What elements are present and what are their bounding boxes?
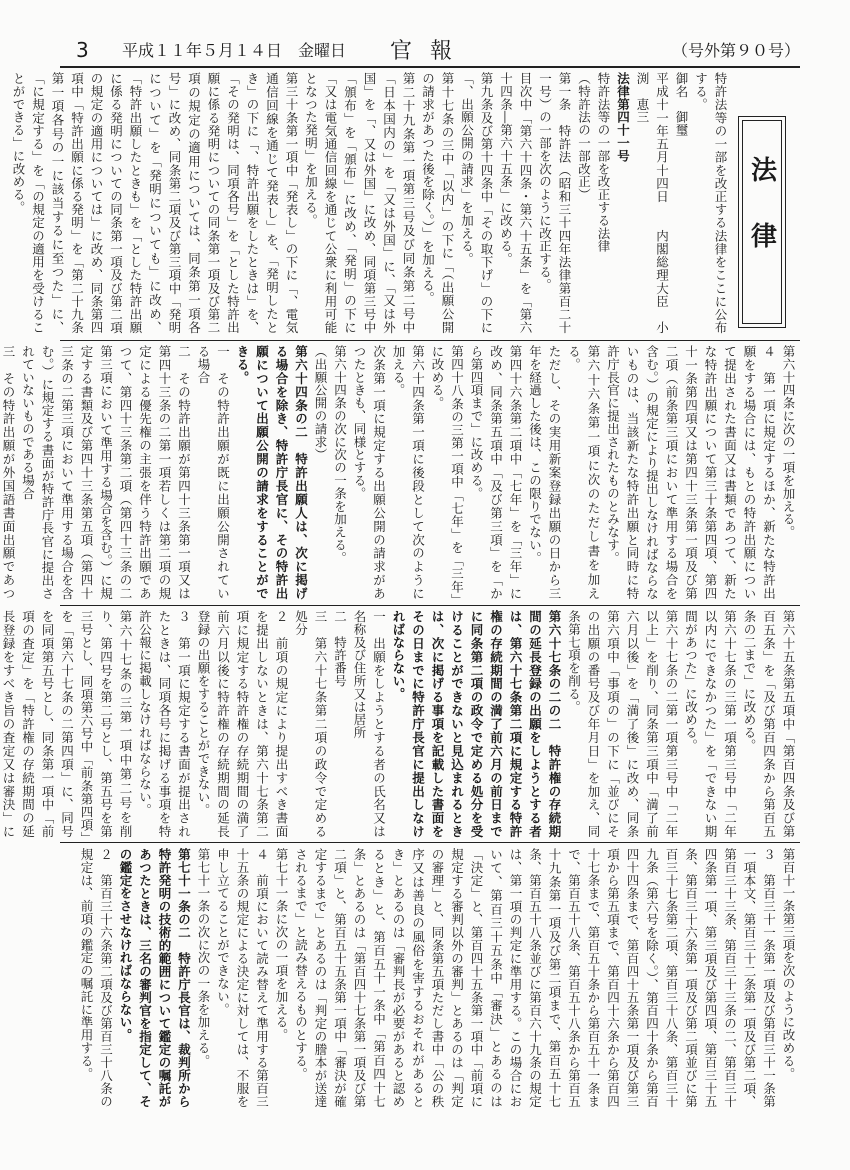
paragraph: ４ 第一項に規定するほか、新たな特許出願をする場合には、もとの特許出願について提出された書面又は書類であつて、新たな特許出願について第三十条第四項、第四十一条第四項又は第四十三条第一項及び第二項（前条第三項において準用する場合を含む。）の規定により提出しなければならないものは、当該新たな特許出願と同時に特許庁長官に提出されたものとみなす。 (605, 345, 777, 600)
signature-line: 平成十一年五月十四日 内閣総理大臣 小渕 恵三 (635, 72, 670, 334)
law-number: 法律第四十一号 (615, 72, 631, 163)
promulgation-line: 特許法等の一部を改正する法律をここに公布する。 (693, 72, 728, 334)
paragraph: ２ 前項の規定により提出すべき書面を提出しないときは、第六十七条第二項に規定する特許権の存続期間の満了前六月以後に特許権の存続期間の延長登録の出願をすることができない。 (196, 610, 289, 838)
paragraph: 第六十七条の三第一項第三号中「二年以内にできなかつた」を「できない期間があつた」に改める。 (683, 610, 738, 838)
paragraph: 二 特許番号 (332, 610, 348, 688)
page-number: 3 (76, 38, 89, 62)
tier-3-text (1, 610, 798, 838)
paragraph: 第四十六条第二項中「七年」を「三年」に改め、同条第五項中「及び第三項」を「から第四項まで」に改める。 (469, 345, 523, 600)
paragraph: ただし、その実用新案登録出願の日から三年を経過した後は、この限りでない。 (527, 345, 562, 600)
article-caption: （出願公開の請求） (313, 345, 328, 462)
paragraph: 一 出願をしようとする者の氏名又は名称及び住所又は居所 (352, 610, 387, 838)
paragraph: 第九条及び第十四条中「その取下げ」の下に「、出願公開の請求」を加える。 (459, 72, 494, 334)
section-label-box (738, 116, 786, 328)
paragraph: 第六十七条の二の二 特許権の存続期間の延長登録の出願をしようとする者は、第六十七条第二項に規定する特許権の存続期間の満了前六月の前日までに同条第二項の政令で定める処分を受けることができないと見込まれるときは、次に掲げる事項を記載した書面をその日までに特許庁長官に提出しなければならない。 (391, 610, 562, 838)
paragraph: 第六十四条の次に次の一条を加える。 (332, 345, 348, 565)
paragraph: 第一条 特許法（昭和三十四年法律第百二十一号）の一部を次のように改正する。 (537, 72, 572, 334)
section-label: 法律 (742, 120, 782, 324)
paragraph: ４ 前項において読み替えて準用する第百三十五条の規定による決定に対しては、不服を申し立てることができない。 (215, 848, 270, 1108)
paragraph: 三 第六十七条第二項の政令で定める処分 (293, 610, 328, 838)
tier-divider (60, 340, 800, 341)
page-header (60, 34, 800, 64)
paragraph: 目次中「第六十四条・第六十五条」を「第六十四条―第六十五条」に改める。 (498, 72, 533, 334)
issue-number: （号外第９０号） (671, 41, 800, 60)
paragraph: 第六十六条第一項に次のただし書を加える。 (566, 345, 601, 600)
paragraph: 第百十一条第三項を次のように改める。 (781, 848, 796, 1081)
paragraph: 第六十四条の二 特許出願人は、次に掲げる場合を除き、特許庁長官に、その特許出願について出願公開の請求をすることができる。 (235, 345, 309, 600)
imperial-seal-line: 御名 御璽 (674, 72, 689, 137)
tier-4-text (60, 848, 798, 1108)
paragraph: ２ 第百三十六条第二項及び第百三十八条の規定は、前項の鑑定の嘱託に準用する。 (79, 848, 114, 1108)
tier-2-text (1, 345, 798, 600)
paragraph: 第七十一条の二 特許庁長官は、裁判所から特許発明の技術的範囲について鑑定の嘱託があつたときは、三名の審判官を指定して、その鑑定をさせなければならない。 (118, 848, 192, 1108)
header-rule (60, 66, 800, 68)
paragraph: 一 その特許出願が既に出願公開されている場合 (196, 345, 231, 600)
paragraph: 第十七条の三中「以内」の下に「（出願公開の請求があつた後を除く。）」を加える。 (420, 72, 455, 334)
issue-weekday: 金曜日 (298, 41, 347, 60)
paragraph: 第四十八条の三第一項中「七年」を「三年」に改める。 (430, 345, 465, 600)
tier-divider (60, 605, 800, 606)
issue-date: 平成１１年５月１４日 (122, 41, 283, 60)
tier-1-text (11, 72, 730, 334)
paragraph: 第六十七条の二第一項第三号中「二年以上」を削り、同条第三項中「満了前六月以後」を「満了後」に改め、同条第六項中「事項の」の下に「並びにその出願の番号及び年月日」を加え、同条第七項を削る。 (566, 610, 679, 838)
paragraph: 第六十七条の三第一項中第二号を削り、第四号を第二号とし、第五号を第三号とし、同項第六号中「前条第四項」を「第六十七条の二第四項」に、同号を同項第五号とし、同条第一項中「前項の査定」を「特許権の存続期間の延長登録をすべき旨の査定又は審決」に (1, 610, 133, 838)
paragraph: 第三十条第一項中「発表し」の下に「、電気通信回線を通じて発表し」を、「発明したとき」の下に「、特許出願をしたときは」を、「その発明は、同項各号」を「とした特許出願に係る発明についての同条第一項及び第二項の規定の適用については、同条第一項各号」に改め、同条第二項及び第三項中「発明について」を「発明についても」に改め、「特許出願したときも」を「とした特許出願に係る発明についての同条第一項及び第二項の規定の適用については」に改め、同条第四項中「特許出願に係る発明」を「第二十九条第一項各号の一に該当するに至つた」に、「に規定する」を「の規定の適用を受けることができる」に改める。 (11, 72, 299, 334)
paragraph: 第七十一条の次に次の一条を加える。 (196, 848, 211, 1068)
law-title: 特許法等の一部を改正する法律 (596, 72, 611, 253)
paragraph: 第七十一条に次の一項を加える。 (274, 848, 289, 1042)
paragraph: 第六十五条第五項中「第百四条及び第百五条」を「及び第百四条から第百五条の二まで」に改める。 (742, 610, 796, 838)
tier-divider (60, 842, 800, 843)
paragraph: 第六十四条に次の一項を加える。 (781, 345, 796, 539)
article-caption: （特許法の一部改正） (576, 72, 592, 201)
paragraph: ３ 第一項に規定する書面が提出されたときは、同項各号に掲げる事項を特許公報に掲載しなければならない。 (137, 610, 192, 838)
paragraph: 第二十九条第一項第三号及び同条第二号中「日本国内の」を「又は外国」に、「又は外国」を「、又は外国」に改め、同項第三号中「頒布」を「頒布」に改め、「発明」の下に「又は電気通信回線を通じて公衆に利用可能となつた発明」を加える。 (303, 72, 416, 334)
paragraph: ３ 第百三十一条第一項及び第百三十一条第一項本文、第百三十二条第一項及び第二項、第百三十三条、第百三十三条の二、第百三十四条第一項、第三項及び第四項、第百三十五条、第百三十六条第一項及び第二項並びに第百三十七条第二項、第百三十八条、第百三十九条（第六号を除く。）、第百四十条から第百四十四条まで、第百四十五条第一項及び第三項から第五項まで、第百四十六条から第百四十七条まで、第百五十条から第百五十一条まで、第百五十八条、第百五十八条から第百五十九条第一項及び第二項まで、第百五十七条、第百五十八条並びに第百六十九条の規定は、第一項の判定に準用する。この場合において、第百三十五条中「審決」とあるのは「決定」と、第百四十五条第一項中「前項に規定する審判以外の審判」とあるのは「判定の審理」と、同条第五項ただし書中「公の秩序又は善良の風俗を害するおそれがあるとき」とあるのは「審判長が必要があると認めるとき」と、第百五十一条中「第百四十七条」とあるのは「第百四十七条第一項及び第二項」と、第百五十五条第一項中「審決が確定するまで」とあるのは「判定の謄本が送達されるまで」と読み替えるものとする。 (293, 848, 777, 1108)
paragraph: 三 その特許出願が外国語書面出願であつ (1, 345, 16, 600)
gazette-title: 官報 (390, 39, 471, 64)
paragraph: 第六十四条第一項に後段として次のように加える。 (391, 345, 426, 600)
paragraph: 次条第一項に規定する出願公開の請求があつたときも、同様とする。 (352, 345, 387, 600)
paragraph: 二 その特許出願が第四十三条第一項又は第四十三条の二第一項若しくは第二項の規定による優先権の主張を伴う特許出願であつて、第四十三条第二項（第四十三条の二第三項において準用する場合を含む。）に規定する書類及び第四十三条第五項（第四十三条の二第三項において準用する場合を含む。）に規定する書面が特許庁長官に提出されていないものである場合 (20, 345, 192, 600)
